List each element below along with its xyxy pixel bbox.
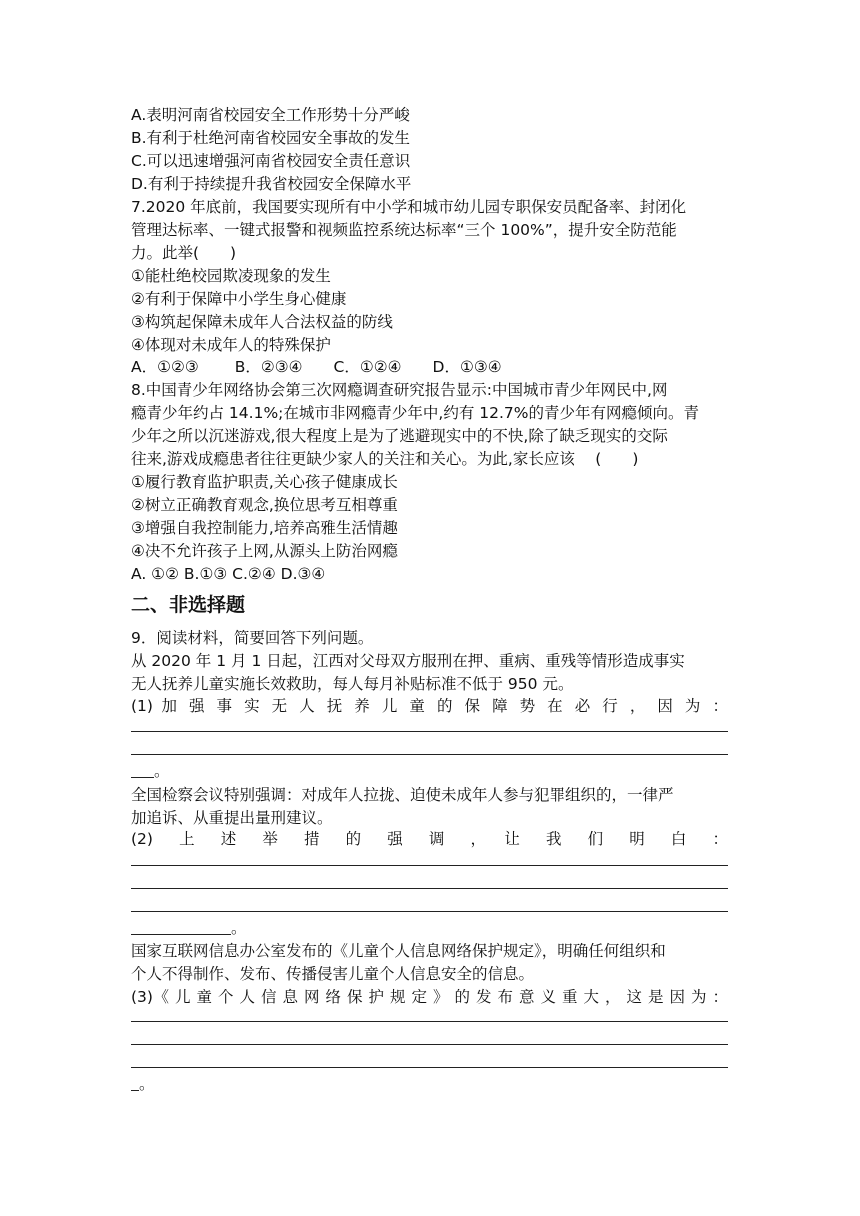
q8-stem-line-4: 往来,游戏成瘾患者往往更缺少家人的关注和关心。为此,家长应该 ( ) [131, 450, 639, 468]
q6-option-d: D.有利于持续提升我省校园安全保障水平 [131, 175, 412, 193]
answer-line-3-4[interactable] [131, 1090, 139, 1091]
q8-stem-line-1: 8.中国青少年网络协会第三次网瘾调查研究报告显示:中国城市青少年网民中,网 [131, 381, 668, 399]
q9-intro: 9．阅读材料，简要回答下列问题。 [131, 629, 374, 647]
q8-statement-1: ①履行教育监护职责,关心孩子健康成长 [131, 473, 398, 491]
q7-statement-4: ④体现对未成年人的特殊保护 [131, 336, 331, 354]
q7-stem-line-2: 管理达标率、一键式报警和视频监控系统达标率“三个 100%”，提升安全防范能 [131, 221, 677, 239]
q8-options: A. ①② B.①③ C.②④ D.③④ [131, 565, 326, 583]
q6-option-a: A.表明河南省校园安全工作形势十分严峻 [131, 106, 410, 124]
q9-prompt-1: (1) 加 强 事 实 无 人 抚 养 儿 童 的 保 障 势 在 必 行 ， 因 为 ： [131, 697, 728, 715]
q9-prompt-2: (2) 上 述 举 措 的 强 调 ， 让 我 们 明 白 ： [131, 830, 728, 848]
q9-material-3-line-1: 国家互联网信息办公室发布的《儿童个人信息网络保护规定》，明确任何组织和 [131, 942, 666, 960]
answer-line-3-2[interactable] [131, 1044, 728, 1045]
answer-line-2-3[interactable] [131, 911, 728, 912]
q9-material-1-line-1: 从 2020 年 1 月 1 日起，江西对父母双方服刑在押、重病、重残等情形造成事实 [131, 652, 685, 670]
q8-statement-2: ②树立正确教育观念,换位思考互相尊重 [131, 496, 398, 514]
q7-options: A．①②③ B．②③④ C．①②④ D．①③④ [131, 358, 502, 376]
q7-stem-line-3: 力。此举( ) [131, 244, 237, 262]
q7-statement-1: ①能杜绝校园欺凌现象的发生 [131, 267, 331, 285]
answer-line-1-2[interactable] [131, 754, 728, 755]
answer-line-3-1[interactable] [131, 1021, 728, 1022]
q9-prompt-3: (3)《 儿 童 个 人 信 息 网 络 保 护 规 定 》 的 发 布 意 义 重 大 ， 这 是 因 为 ： [131, 988, 728, 1006]
answer-line-1-3[interactable] [131, 777, 154, 778]
q9-material-3-line-2: 个人不得制作、发布、传播侵害儿童个人信息安全的信息。 [131, 965, 535, 983]
answer-line-2-2[interactable] [131, 888, 728, 889]
q9-prompt-1-end: 。 [154, 762, 170, 780]
answer-line-1-1[interactable] [131, 731, 728, 732]
q9-material-1-line-2: 无人抚养儿童实施长效救助，每人每月补贴标准不低于 950 元。 [131, 675, 574, 693]
q9-prompt-2-end: 。 [231, 919, 247, 937]
answer-line-2-4[interactable] [131, 934, 231, 935]
q9-prompt-3-end: 。 [139, 1075, 155, 1093]
answer-line-3-3[interactable] [131, 1067, 728, 1068]
q8-statement-3: ③增强自我控制能力,培养高雅生活情趣 [131, 519, 398, 537]
q8-stem-line-2: 瘾青少年约占 14.1%;在城市非网瘾青少年中,约有 12.7%的青少年有网瘾倾向。青 [131, 404, 699, 422]
answer-line-2-1[interactable] [131, 865, 728, 866]
q9-material-2-line-1: 全国检察会议特别强调：对成年人拉拢、迫使未成年人参与犯罪组织的，一律严 [131, 786, 674, 804]
q7-stem-line-1: 7.2020 年底前，我国要实现所有中小学和城市幼儿园专职保安员配备率、封闭化 [131, 198, 687, 216]
q7-statement-2: ②有利于保障中小学生身心健康 [131, 290, 347, 308]
q8-statement-4: ④决不允许孩子上网,从源头上防治网瘾 [131, 542, 398, 560]
q7-statement-3: ③构筑起保障未成年人合法权益的防线 [131, 313, 393, 331]
q6-option-b: B.有利于杜绝河南省校园安全事故的发生 [131, 129, 411, 147]
q9-material-2-line-2: 加追诉、从重提出量刑建议。 [131, 809, 333, 827]
q8-stem-line-3: 少年之所以沉迷游戏,很大程度上是为了逃避现实中的不快,除了缺乏现实的交际 [131, 427, 668, 445]
section-title: 二、非选择题 [131, 594, 246, 616]
q6-option-c: C.可以迅速增强河南省校园安全责任意识 [131, 152, 411, 170]
